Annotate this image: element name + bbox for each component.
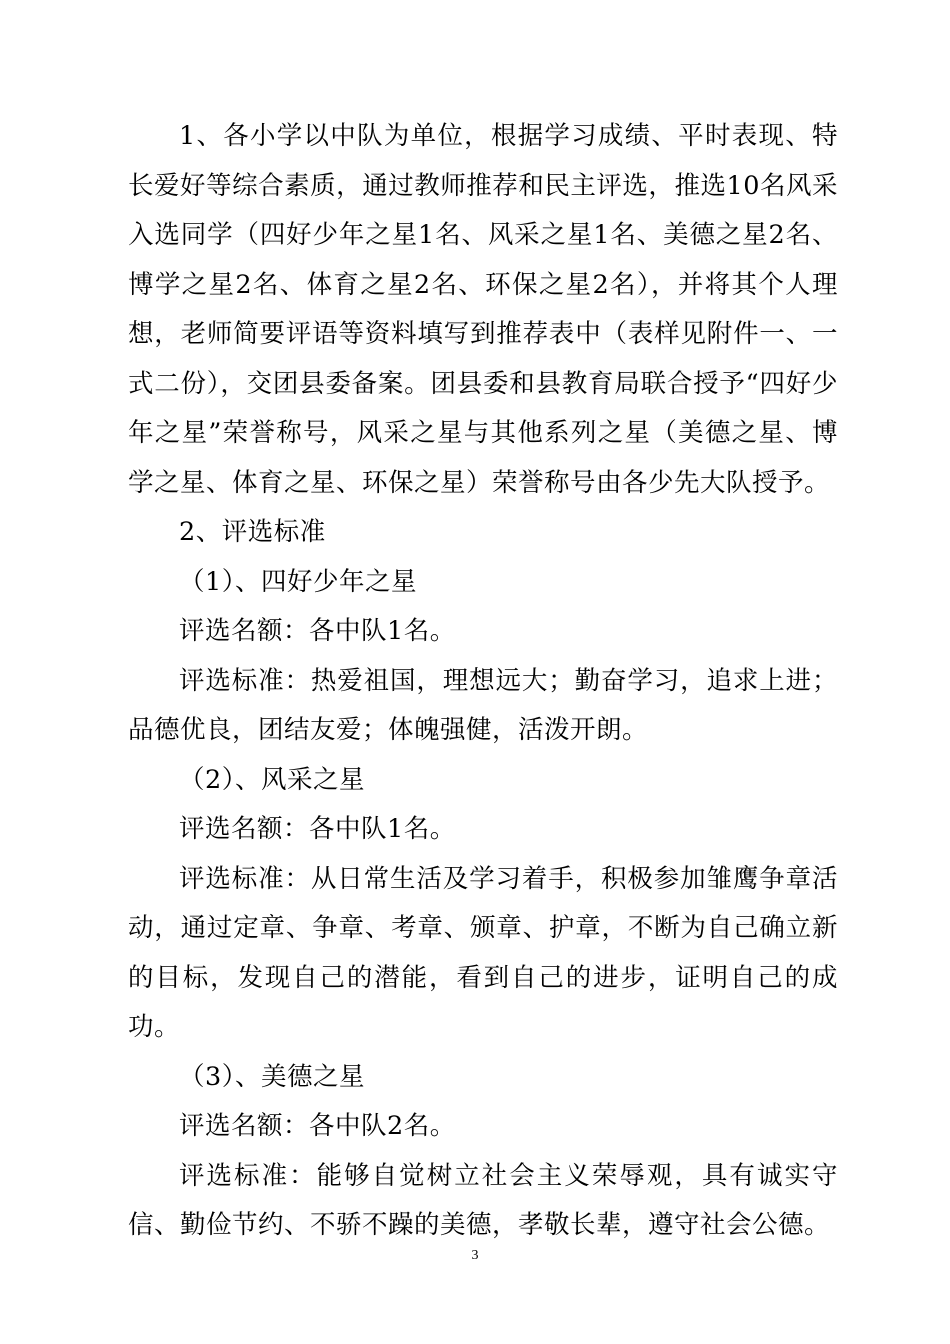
criteria-virtue-star: 评选标准：能够自觉树立社会主义荣辱观，具有诚实守信、勤俭节约、不骄不躁的美德，孝敬长辈，遵守社会公德。 — [128, 1160, 838, 1240]
heading-selection-criteria: 2、评选标准 — [179, 517, 326, 547]
criteria-style-star: 评选标准：从日常生活及学习着手，积极参加雏鹰争章活动，通过定章、争章、考章、颁章、护章，不断为自己确立新的目标，发现自己的潜能，看到自己的进步，证明自己的成功。 — [128, 863, 838, 1042]
subheading-style-star: （2）、风采之星 — [179, 764, 365, 795]
page-number: 3 — [471, 1248, 479, 1263]
subheading-four-good-star: （1）、四好少年之星 — [179, 566, 417, 597]
criteria-four-good-star: 评选标准：热爱祖国，理想远大；勤奋学习，追求上进；品德优良，团结友爱；体魄强健，活泼开朗。 — [128, 665, 838, 745]
paragraph-recommendation-process: 1、各小学以中队为单位，根据学习成绩、平时表现、特长爱好等综合素质，通过教师推荐和民主评选，推选10名风采入选同学（四好少年之星1名、风采之星1名、美德之星2名、博学之星2名、体育之星2名、环保之星2名），并将其个人理想，老师简要评语等资料填写到推荐表中（表样见附件一、一式二份），交团县委备案。团县委和县教育局联合授予“四好少年之星”荣誉称号，风采之星与其他系列之星（美德之星、博学之星、体育之星、环保之星）荣誉称号由各少先大队授予。 — [128, 121, 838, 498]
document-body — [128, 112, 838, 1251]
quota-virtue-star: 评选名额：各中队2名。 — [179, 1111, 456, 1141]
subheading-virtue-star: （3）、美德之星 — [179, 1061, 365, 1092]
quota-style-star: 评选名额：各中队1名。 — [179, 814, 456, 844]
quota-four-good-star: 评选名额：各中队1名。 — [179, 616, 456, 646]
